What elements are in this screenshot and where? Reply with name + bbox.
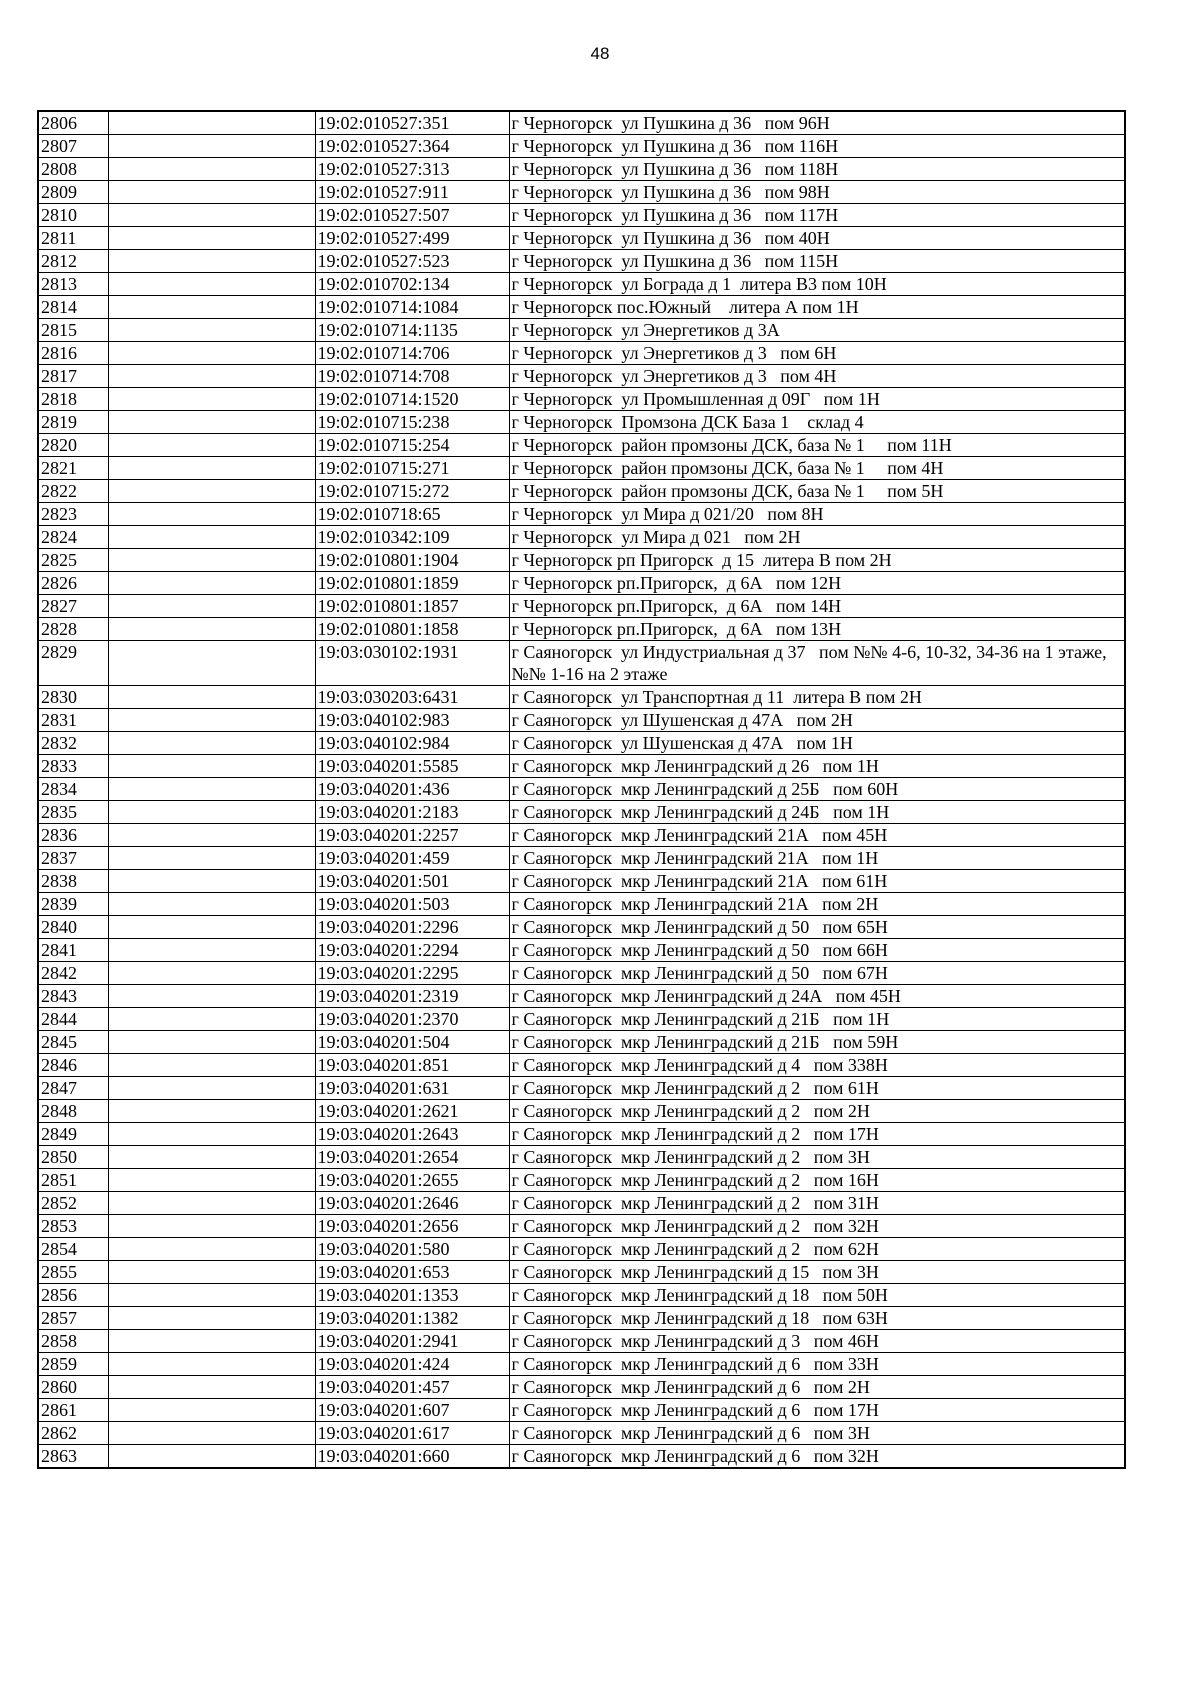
empty-cell: [108, 296, 315, 319]
cadastral-number-cell: 19:02:010715:272: [315, 480, 509, 503]
table-row: [38, 480, 1125, 503]
table-row: [38, 526, 1125, 549]
empty-cell: [108, 365, 315, 388]
table-row: [38, 985, 1125, 1008]
empty-cell: [108, 273, 315, 296]
empty-cell: [108, 618, 315, 641]
address-cell: г Саяногорск мкр Ленинградский д 2 пом 17Н: [509, 1123, 1125, 1146]
cadastral-number-cell: 19:03:040201:459: [315, 847, 509, 870]
row-number-cell: 2830: [38, 686, 108, 709]
cadastral-number-cell: 19:03:030102:1931: [315, 641, 509, 686]
cadastral-number-cell: 19:03:040201:5585: [315, 755, 509, 778]
cadastral-number-cell: 19:02:010527:364: [315, 135, 509, 158]
cadastral-number-cell: 19:02:010715:238: [315, 411, 509, 434]
address-cell: г Саяногорск мкр Ленинградский д 6 пом 33Н: [509, 1353, 1125, 1376]
table-row: [38, 641, 1125, 686]
empty-cell: [108, 250, 315, 273]
row-number-cell: 2820: [38, 434, 108, 457]
address-cell: г Черногорск ул Пушкина д 36 пом 40Н: [509, 227, 1125, 250]
row-number-cell: 2841: [38, 939, 108, 962]
registry-table-body: [38, 111, 1125, 1468]
table-row: [38, 296, 1125, 319]
row-number-cell: 2826: [38, 572, 108, 595]
cadastral-number-cell: 19:03:040201:2941: [315, 1330, 509, 1353]
address-cell: г Черногорск ул Пушкина д 36 пом 96Н: [509, 111, 1125, 135]
cadastral-number-cell: 19:03:040201:2295: [315, 962, 509, 985]
cadastral-number-cell: 19:03:040201:436: [315, 778, 509, 801]
cadastral-number-cell: 19:03:040201:2655: [315, 1169, 509, 1192]
address-cell: г Черногорск ул Энергетиков д 3А: [509, 319, 1125, 342]
row-number-cell: 2847: [38, 1077, 108, 1100]
row-number-cell: 2821: [38, 457, 108, 480]
table-row: [38, 342, 1125, 365]
row-number-cell: 2814: [38, 296, 108, 319]
address-cell: г Саяногорск мкр Ленинградский д 2 пом 31Н: [509, 1192, 1125, 1215]
address-cell: г Саяногорск мкр Ленинградский д 3 пом 46Н: [509, 1330, 1125, 1353]
address-cell: г Черногорск ул Пушкина д 36 пом 118Н: [509, 158, 1125, 181]
address-cell: г Саяногорск мкр Ленинградский 21А пом 45Н: [509, 824, 1125, 847]
row-number-cell: 2861: [38, 1399, 108, 1422]
empty-cell: [108, 1307, 315, 1330]
table-row: [38, 1215, 1125, 1238]
table-row: [38, 1008, 1125, 1031]
cadastral-number-cell: 19:03:040201:2294: [315, 939, 509, 962]
cadastral-number-cell: 19:02:010714:1135: [315, 319, 509, 342]
address-cell: г Черногорск ул Мира д 021 пом 2Н: [509, 526, 1125, 549]
page-number: 48: [590, 44, 610, 63]
address-cell: г Черногорск рп.Пригорск, д 6А пом 14Н: [509, 595, 1125, 618]
address-cell: г Саяногорск мкр Ленинградский д 25Б пом 60Н: [509, 778, 1125, 801]
row-number-cell: 2812: [38, 250, 108, 273]
empty-cell: [108, 1031, 315, 1054]
row-number-cell: 2833: [38, 755, 108, 778]
row-number-cell: 2850: [38, 1146, 108, 1169]
address-cell: г Черногорск ул Энергетиков д 3 пом 4Н: [509, 365, 1125, 388]
cadastral-number-cell: 19:03:040201:851: [315, 1054, 509, 1077]
row-number-cell: 2828: [38, 618, 108, 641]
address-cell: г Черногорск рп.Пригорск, д 6А пом 12Н: [509, 572, 1125, 595]
empty-cell: [108, 572, 315, 595]
empty-cell: [108, 1238, 315, 1261]
table-row: [38, 755, 1125, 778]
cadastral-number-cell: 19:03:040201:2183: [315, 801, 509, 824]
cadastral-number-cell: 19:03:040102:983: [315, 709, 509, 732]
address-cell: г Саяногорск мкр Ленинградский д 21Б пом 1Н: [509, 1008, 1125, 1031]
table-row: [38, 1353, 1125, 1376]
cadastral-number-cell: 19:03:040201:2656: [315, 1215, 509, 1238]
address-cell: г Саяногорск мкр Ленинградский д 24Б пом 1Н: [509, 801, 1125, 824]
table-row: [38, 181, 1125, 204]
row-number-cell: 2839: [38, 893, 108, 916]
cadastral-number-cell: 19:03:040201:2370: [315, 1008, 509, 1031]
table-row: [38, 204, 1125, 227]
table-row: [38, 1261, 1125, 1284]
address-cell: г Саяногорск ул Шушенская д 47А пом 1Н: [509, 732, 1125, 755]
cadastral-number-cell: 19:03:040201:2646: [315, 1192, 509, 1215]
row-number-cell: 2838: [38, 870, 108, 893]
address-cell: г Саяногорск мкр Ленинградский д 50 пом 65Н: [509, 916, 1125, 939]
cadastral-number-cell: 19:02:010527:523: [315, 250, 509, 273]
empty-cell: [108, 457, 315, 480]
row-number-cell: 2816: [38, 342, 108, 365]
row-number-cell: 2822: [38, 480, 108, 503]
address-cell: г Саяногорск мкр Ленинградский д 6 пом 2Н: [509, 1376, 1125, 1399]
empty-cell: [108, 1445, 315, 1469]
table-row: [38, 893, 1125, 916]
cadastral-number-cell: 19:03:040201:607: [315, 1399, 509, 1422]
cadastral-number-cell: 19:03:040201:2319: [315, 985, 509, 1008]
table-row: [38, 1307, 1125, 1330]
row-number-cell: 2857: [38, 1307, 108, 1330]
table-row: [38, 618, 1125, 641]
address-cell: г Саяногорск мкр Ленинградский д 2 пом 16Н: [509, 1169, 1125, 1192]
table-row: [38, 939, 1125, 962]
table-row: [38, 778, 1125, 801]
table-row: [38, 686, 1125, 709]
row-number-cell: 2818: [38, 388, 108, 411]
empty-cell: [108, 824, 315, 847]
row-number-cell: 2813: [38, 273, 108, 296]
address-cell: г Саяногорск мкр Ленинградский д 2 пом 3Н: [509, 1146, 1125, 1169]
address-cell: г Черногорск район промзоны ДСК, база № 1 пом 11Н: [509, 434, 1125, 457]
empty-cell: [108, 1192, 315, 1215]
row-number-cell: 2837: [38, 847, 108, 870]
row-number-cell: 2863: [38, 1445, 108, 1469]
cadastral-number-cell: 19:02:010715:254: [315, 434, 509, 457]
cadastral-number-cell: 19:03:040201:457: [315, 1376, 509, 1399]
row-number-cell: 2836: [38, 824, 108, 847]
row-number-cell: 2853: [38, 1215, 108, 1238]
cadastral-number-cell: 19:02:010714:706: [315, 342, 509, 365]
row-number-cell: 2846: [38, 1054, 108, 1077]
empty-cell: [108, 342, 315, 365]
row-number-cell: 2807: [38, 135, 108, 158]
address-cell: г Саяногорск мкр Ленинградский 21А пом 1Н: [509, 847, 1125, 870]
empty-cell: [108, 893, 315, 916]
cadastral-number-cell: 19:02:010801:1857: [315, 595, 509, 618]
cadastral-number-cell: 19:02:010714:708: [315, 365, 509, 388]
cadastral-number-cell: 19:03:040201:2257: [315, 824, 509, 847]
empty-cell: [108, 732, 315, 755]
empty-cell: [108, 1399, 315, 1422]
empty-cell: [108, 686, 315, 709]
address-cell: г Саяногорск мкр Ленинградский д 2 пом 32Н: [509, 1215, 1125, 1238]
cadastral-number-cell: 19:02:010527:351: [315, 111, 509, 135]
table-row: [38, 1077, 1125, 1100]
empty-cell: [108, 1376, 315, 1399]
table-row: [38, 1376, 1125, 1399]
empty-cell: [108, 778, 315, 801]
address-cell: г Саяногорск мкр Ленинградский д 15 пом 3Н: [509, 1261, 1125, 1284]
address-cell: г Черногорск ул Пушкина д 36 пом 117Н: [509, 204, 1125, 227]
cadastral-number-cell: 19:03:040201:580: [315, 1238, 509, 1261]
empty-cell: [108, 526, 315, 549]
row-number-cell: 2825: [38, 549, 108, 572]
address-cell: г Саяногорск мкр Ленинградский д 18 пом 50Н: [509, 1284, 1125, 1307]
empty-cell: [108, 1284, 315, 1307]
row-number-cell: 2831: [38, 709, 108, 732]
empty-cell: [108, 709, 315, 732]
address-cell: г Саяногорск мкр Ленинградский д 2 пом 62Н: [509, 1238, 1125, 1261]
address-cell: г Черногорск ул Энергетиков д 3 пом 6Н: [509, 342, 1125, 365]
cadastral-number-cell: 19:02:010718:65: [315, 503, 509, 526]
empty-cell: [108, 1123, 315, 1146]
empty-cell: [108, 1353, 315, 1376]
table-row: [38, 709, 1125, 732]
row-number-cell: 2806: [38, 111, 108, 135]
empty-cell: [108, 595, 315, 618]
address-cell: г Черногорск ул Бограда д 1 литера В3 пом 10Н: [509, 273, 1125, 296]
table-row: [38, 503, 1125, 526]
row-number-cell: 2817: [38, 365, 108, 388]
table-row: [38, 847, 1125, 870]
table-row: [38, 1399, 1125, 1422]
table-row: [38, 227, 1125, 250]
address-cell: г Саяногорск ул Шушенская д 47А пом 2Н: [509, 709, 1125, 732]
address-cell: г Саяногорск мкр Ленинградский д 18 пом 63Н: [509, 1307, 1125, 1330]
address-cell: г Саяногорск мкр Ленинградский д 24А пом 45Н: [509, 985, 1125, 1008]
row-number-cell: 2855: [38, 1261, 108, 1284]
cadastral-number-cell: 19:03:040201:660: [315, 1445, 509, 1469]
empty-cell: [108, 939, 315, 962]
empty-cell: [108, 135, 315, 158]
table-row: [38, 250, 1125, 273]
table-row: [38, 457, 1125, 480]
address-cell: г Саяногорск мкр Ленинградский 21А пом 61Н: [509, 870, 1125, 893]
table-row: [38, 273, 1125, 296]
row-number-cell: 2854: [38, 1238, 108, 1261]
address-cell: г Саяногорск мкр Ленинградский 21А пом 2Н: [509, 893, 1125, 916]
cadastral-number-cell: 19:02:010702:134: [315, 273, 509, 296]
row-number-cell: 2859: [38, 1353, 108, 1376]
cadastral-number-cell: 19:03:040201:2296: [315, 916, 509, 939]
row-number-cell: 2845: [38, 1031, 108, 1054]
address-cell: г Саяногорск мкр Ленинградский д 6 пом 17Н: [509, 1399, 1125, 1422]
empty-cell: [108, 411, 315, 434]
row-number-cell: 2842: [38, 962, 108, 985]
empty-cell: [108, 549, 315, 572]
table-row: [38, 388, 1125, 411]
cadastral-number-cell: 19:03:040201:653: [315, 1261, 509, 1284]
cadastral-number-cell: 19:03:040201:631: [315, 1077, 509, 1100]
table-row: [38, 1123, 1125, 1146]
address-cell: г Черногорск рп.Пригорск, д 6А пом 13Н: [509, 618, 1125, 641]
address-cell: г Черногорск район промзоны ДСК, база № 1 пом 4Н: [509, 457, 1125, 480]
address-cell: г Саяногорск мкр Ленинградский д 6 пом 3Н: [509, 1422, 1125, 1445]
empty-cell: [108, 1169, 315, 1192]
empty-cell: [108, 1330, 315, 1353]
table-row: [38, 1284, 1125, 1307]
empty-cell: [108, 755, 315, 778]
row-number-cell: 2862: [38, 1422, 108, 1445]
row-number-cell: 2834: [38, 778, 108, 801]
cadastral-number-cell: 19:03:040201:2643: [315, 1123, 509, 1146]
cadastral-number-cell: 19:03:040102:984: [315, 732, 509, 755]
row-number-cell: 2856: [38, 1284, 108, 1307]
empty-cell: [108, 227, 315, 250]
row-number-cell: 2851: [38, 1169, 108, 1192]
table-row: [38, 824, 1125, 847]
table-row: [38, 158, 1125, 181]
empty-cell: [108, 388, 315, 411]
row-number-cell: 2840: [38, 916, 108, 939]
address-cell: г Черногорск пос.Южный литера А пом 1Н: [509, 296, 1125, 319]
row-number-cell: 2827: [38, 595, 108, 618]
empty-cell: [108, 1077, 315, 1100]
cadastral-number-cell: 19:02:010715:271: [315, 457, 509, 480]
table-row: [38, 319, 1125, 342]
empty-cell: [108, 916, 315, 939]
empty-cell: [108, 870, 315, 893]
table-row: [38, 916, 1125, 939]
table-row: [38, 962, 1125, 985]
empty-cell: [108, 480, 315, 503]
address-cell: г Саяногорск мкр Ленинградский д 50 пом 66Н: [509, 939, 1125, 962]
table-row: [38, 1445, 1125, 1469]
row-number-cell: 2849: [38, 1123, 108, 1146]
address-cell: г Саяногорск ул Индустриальная д 37 пом №№ 4-6, 10-32, 34-36 на 1 этаже, №№ 1-16 на 2 этаже: [509, 641, 1125, 686]
table-row: [38, 365, 1125, 388]
empty-cell: [108, 1008, 315, 1031]
property-registry-table: [37, 110, 1126, 1469]
table-row: [38, 1100, 1125, 1123]
address-cell: г Саяногорск ул Транспортная д 11 литера В пом 2Н: [509, 686, 1125, 709]
cadastral-number-cell: 19:02:010527:499: [315, 227, 509, 250]
empty-cell: [108, 847, 315, 870]
empty-cell: [108, 204, 315, 227]
table-row: [38, 1054, 1125, 1077]
row-number-cell: 2860: [38, 1376, 108, 1399]
empty-cell: [108, 158, 315, 181]
address-cell: г Саяногорск мкр Ленинградский д 4 пом 338Н: [509, 1054, 1125, 1077]
cadastral-number-cell: 19:03:040201:2654: [315, 1146, 509, 1169]
empty-cell: [108, 801, 315, 824]
address-cell: г Черногорск ул Пушкина д 36 пом 98Н: [509, 181, 1125, 204]
table-row: [38, 434, 1125, 457]
address-cell: г Черногорск ул Мира д 021/20 пом 8Н: [509, 503, 1125, 526]
cadastral-number-cell: 19:03:040201:617: [315, 1422, 509, 1445]
row-number-cell: 2808: [38, 158, 108, 181]
empty-cell: [108, 1215, 315, 1238]
cadastral-number-cell: 19:02:010801:1904: [315, 549, 509, 572]
table-row: [38, 1422, 1125, 1445]
row-number-cell: 2852: [38, 1192, 108, 1215]
table-row: [38, 1031, 1125, 1054]
empty-cell: [108, 181, 315, 204]
empty-cell: [108, 962, 315, 985]
empty-cell: [108, 1100, 315, 1123]
cadastral-number-cell: 19:03:040201:2621: [315, 1100, 509, 1123]
row-number-cell: 2829: [38, 641, 108, 686]
empty-cell: [108, 1054, 315, 1077]
empty-cell: [108, 319, 315, 342]
row-number-cell: 2843: [38, 985, 108, 1008]
address-cell: г Саяногорск мкр Ленинградский д 2 пом 2Н: [509, 1100, 1125, 1123]
empty-cell: [108, 641, 315, 686]
empty-cell: [108, 1422, 315, 1445]
row-number-cell: 2809: [38, 181, 108, 204]
cadastral-number-cell: 19:02:010527:313: [315, 158, 509, 181]
table-row: [38, 572, 1125, 595]
cadastral-number-cell: 19:02:010801:1858: [315, 618, 509, 641]
cadastral-number-cell: 19:02:010527:507: [315, 204, 509, 227]
row-number-cell: 2823: [38, 503, 108, 526]
table-row: [38, 1238, 1125, 1261]
row-number-cell: 2858: [38, 1330, 108, 1353]
address-cell: г Черногорск рп Пригорск д 15 литера В пом 2Н: [509, 549, 1125, 572]
cadastral-number-cell: 19:03:040201:501: [315, 870, 509, 893]
empty-cell: [108, 503, 315, 526]
table-row: [38, 411, 1125, 434]
address-cell: г Черногорск район промзоны ДСК, база № 1 пом 5Н: [509, 480, 1125, 503]
empty-cell: [108, 111, 315, 135]
row-number-cell: 2835: [38, 801, 108, 824]
address-cell: г Черногорск ул Промышленная д 09Г пом 1Н: [509, 388, 1125, 411]
table-row: [38, 1146, 1125, 1169]
cadastral-number-cell: 19:03:040201:1382: [315, 1307, 509, 1330]
address-cell: г Черногорск ул Пушкина д 36 пом 116Н: [509, 135, 1125, 158]
address-cell: г Саяногорск мкр Ленинградский д 2 пом 61Н: [509, 1077, 1125, 1100]
row-number-cell: 2811: [38, 227, 108, 250]
row-number-cell: 2832: [38, 732, 108, 755]
row-number-cell: 2810: [38, 204, 108, 227]
row-number-cell: 2848: [38, 1100, 108, 1123]
cadastral-number-cell: 19:03:040201:503: [315, 893, 509, 916]
table-row: [38, 801, 1125, 824]
cadastral-number-cell: 19:03:040201:504: [315, 1031, 509, 1054]
table-row: [38, 1192, 1125, 1215]
table-row: [38, 1169, 1125, 1192]
address-cell: г Саяногорск мкр Ленинградский д 6 пом 32Н: [509, 1445, 1125, 1469]
cadastral-number-cell: 19:03:030203:6431: [315, 686, 509, 709]
row-number-cell: 2844: [38, 1008, 108, 1031]
cadastral-number-cell: 19:02:010714:1520: [315, 388, 509, 411]
address-cell: г Черногорск ул Пушкина д 36 пом 115Н: [509, 250, 1125, 273]
table-row: [38, 732, 1125, 755]
table-row: [38, 135, 1125, 158]
address-cell: г Черногорск Промзона ДСК База 1 склад 4: [509, 411, 1125, 434]
address-cell: г Саяногорск мкр Ленинградский д 21Б пом 59Н: [509, 1031, 1125, 1054]
empty-cell: [108, 985, 315, 1008]
table-row: [38, 111, 1125, 135]
cadastral-number-cell: 19:02:010801:1859: [315, 572, 509, 595]
cadastral-number-cell: 19:03:040201:1353: [315, 1284, 509, 1307]
cadastral-number-cell: 19:02:010714:1084: [315, 296, 509, 319]
cadastral-number-cell: 19:02:010342:109: [315, 526, 509, 549]
table-row: [38, 549, 1125, 572]
cadastral-number-cell: 19:03:040201:424: [315, 1353, 509, 1376]
address-cell: г Саяногорск мкр Ленинградский д 26 пом 1Н: [509, 755, 1125, 778]
empty-cell: [108, 434, 315, 457]
empty-cell: [108, 1146, 315, 1169]
row-number-cell: 2815: [38, 319, 108, 342]
empty-cell: [108, 1261, 315, 1284]
cadastral-number-cell: 19:02:010527:911: [315, 181, 509, 204]
row-number-cell: 2824: [38, 526, 108, 549]
table-row: [38, 595, 1125, 618]
row-number-cell: 2819: [38, 411, 108, 434]
table-row: [38, 1330, 1125, 1353]
table-row: [38, 870, 1125, 893]
address-cell: г Саяногорск мкр Ленинградский д 50 пом 67Н: [509, 962, 1125, 985]
